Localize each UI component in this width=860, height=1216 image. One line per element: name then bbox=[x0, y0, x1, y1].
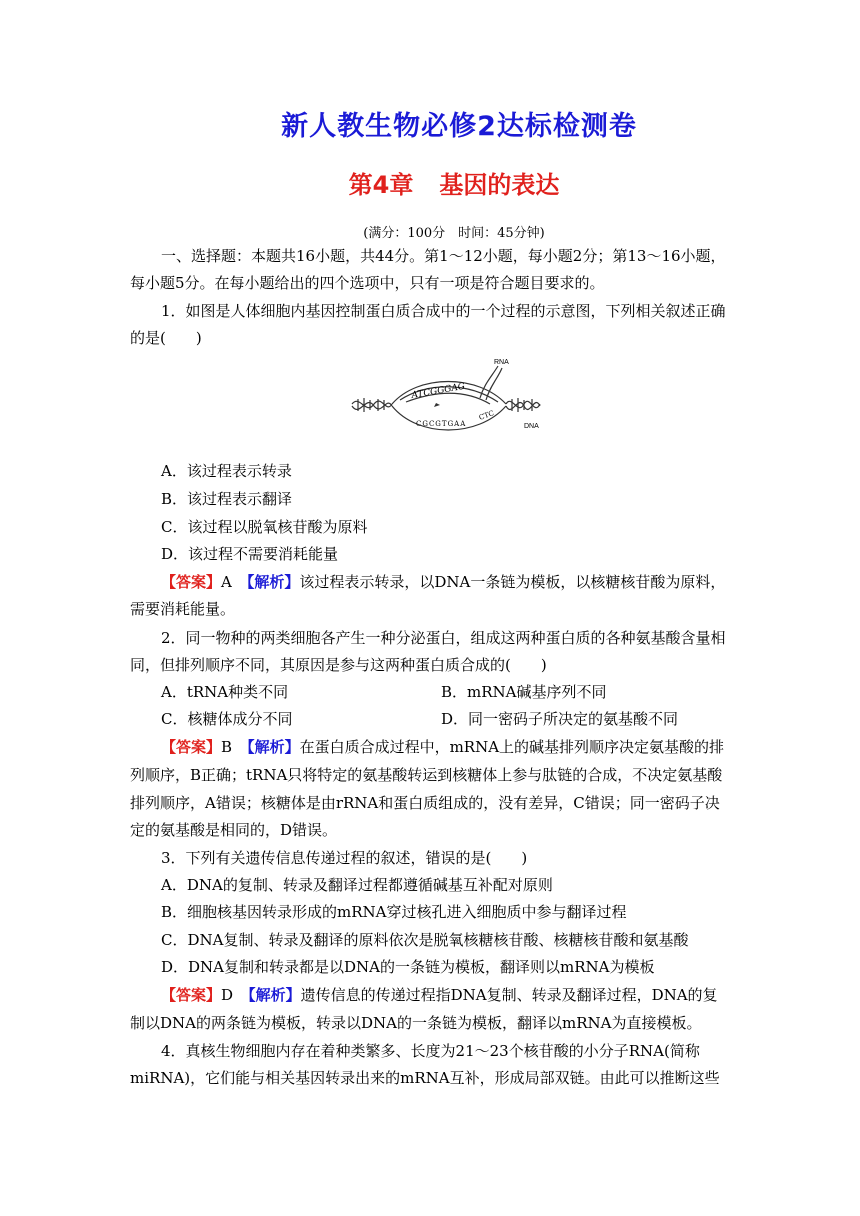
sequence-rna: ATCGGGAG bbox=[410, 381, 466, 401]
q2-stem-line1: 2．同一物种的两类细胞各产生一种分泌蛋白，组成这两种蛋白质的各种氨基酸含量相 bbox=[161, 629, 726, 647]
q2-analysis-line3: 排列顺序，A错误；核糖体是由rRNA和蛋白质组成的，没有差异，C错误；同一密码子决 bbox=[130, 794, 720, 812]
q2-option-d: D．同一密码子所决定的氨基酸不同 bbox=[441, 710, 679, 728]
q2-answer-line1 bbox=[130, 734, 734, 761]
answer-label: 【答案】 bbox=[161, 986, 222, 1004]
q3-answer: D bbox=[221, 986, 234, 1004]
transcription-diagram bbox=[348, 354, 544, 444]
chapter-name: 基因的表达 bbox=[439, 171, 560, 199]
q3-stem: 3．下列有关遗传信息传递过程的叙述，错误的是( ) bbox=[161, 849, 528, 867]
analysis-label: 【解析】 bbox=[247, 738, 300, 756]
q2-option-b: B．mRNA碱基序列不同 bbox=[441, 683, 607, 701]
direction-arrow-icon bbox=[434, 403, 440, 407]
section-heading-line2: 每小题5分。在每小题给出的四个选项中，只有一项是符合题目要求的。 bbox=[130, 274, 605, 292]
answer-label: 【答案】 bbox=[161, 573, 222, 591]
q1-option-a: A．该过程表示转录 bbox=[161, 462, 292, 480]
q2-analysis-line4: 定的氨基酸是相同的，D错误。 bbox=[130, 821, 338, 839]
q1-answer: A bbox=[221, 573, 232, 591]
chapter-number: 第4章 bbox=[348, 171, 414, 199]
chapter-title bbox=[0, 165, 860, 200]
q2-analysis-line2: 列顺序，B正确；tRNA只将特定的氨基酸转运到核糖体上参与肽链的合成，不决定氨基酸 bbox=[130, 766, 723, 784]
q1-analysis-line1: 该过程表示转录，以DNA一条链为模板，以核糖核苷酸为原料， bbox=[299, 573, 726, 591]
q1-option-c: C．该过程以脱氧核苷酸为原料 bbox=[161, 518, 368, 536]
q1-stem-line1: 1．如图是人体细胞内基因控制蛋白质合成中的一个过程的示意图，下列相关叙述正确 bbox=[161, 302, 726, 320]
analysis-label: 【解析】 bbox=[248, 986, 301, 1004]
q1-analysis-line2: 需要消耗能量。 bbox=[130, 600, 236, 618]
q1-option-d: D．该过程不需要消耗能量 bbox=[161, 545, 339, 563]
rna-label: RNA bbox=[494, 359, 509, 366]
exam-info: (满分：100分 时间：45分钟) bbox=[363, 226, 545, 241]
document-title: 新人教生物必修2达标检测卷 bbox=[281, 111, 637, 142]
q1-stem-line2: 的是( ) bbox=[130, 329, 202, 347]
q2-option-a: A．tRNA种类不同 bbox=[161, 683, 289, 701]
q4-stem-line1: 4．真核生物细胞内存在着种类繁多、长度为21～23个核苷酸的小分子RNA(简称 bbox=[161, 1042, 700, 1060]
q2-stem-line2: 同，但排列顺序不同，其原因是参与这两种蛋白质合成的( ) bbox=[130, 656, 547, 674]
sequence-right: CTC bbox=[477, 409, 496, 422]
q3-option-b: B．细胞核基因转录形成的mRNA穿过核孔进入细胞质中参与翻译过程 bbox=[161, 903, 627, 921]
analysis-label: 【解析】 bbox=[246, 573, 300, 591]
answer-label: 【答案】 bbox=[161, 738, 222, 756]
q3-option-d: D．DNA复制和转录都是以DNA的一条链为模板，翻译则以mRNA为模板 bbox=[161, 958, 655, 976]
q3-option-a: A．DNA的复制、转录及翻译过程都遵循碱基互补配对原则 bbox=[161, 876, 553, 894]
q3-answer-line1 bbox=[130, 982, 734, 1009]
sequence-template: CGCGTGAA bbox=[416, 420, 467, 428]
q3-analysis-line1: 遗传信息的传递过程指DNA复制、转录及翻译过程，DNA的复 bbox=[300, 986, 718, 1004]
q2-option-c: C．核糖体成分不同 bbox=[161, 710, 293, 728]
q1-option-b: B．该过程表示翻译 bbox=[161, 490, 293, 508]
section-heading-line1: 一、选择题：本题共16小题，共44分。第1～12小题，每小题2分；第13～16小题， bbox=[161, 247, 726, 265]
q2-answer: B bbox=[221, 738, 233, 756]
q4-stem-line2: miRNA)，它们能与相关基因转录出来的mRNA互补，形成局部双链。由此可以推断这些 bbox=[130, 1069, 720, 1087]
q1-answer-line1 bbox=[130, 569, 734, 596]
q2-analysis-line1: 在蛋白质合成过程中，mRNA上的碱基排列顺序决定氨基酸的排 bbox=[299, 738, 725, 756]
dna-label: DNA bbox=[524, 423, 539, 430]
q3-option-c: C．DNA复制、转录及翻译的原料依次是脱氧核糖核苷酸、核糖核苷酸和氨基酸 bbox=[161, 931, 689, 949]
q3-analysis-line2: 制以DNA的两条链为模板，转录以DNA的一条链为模板，翻译以mRNA为直接模板。 bbox=[130, 1014, 702, 1032]
